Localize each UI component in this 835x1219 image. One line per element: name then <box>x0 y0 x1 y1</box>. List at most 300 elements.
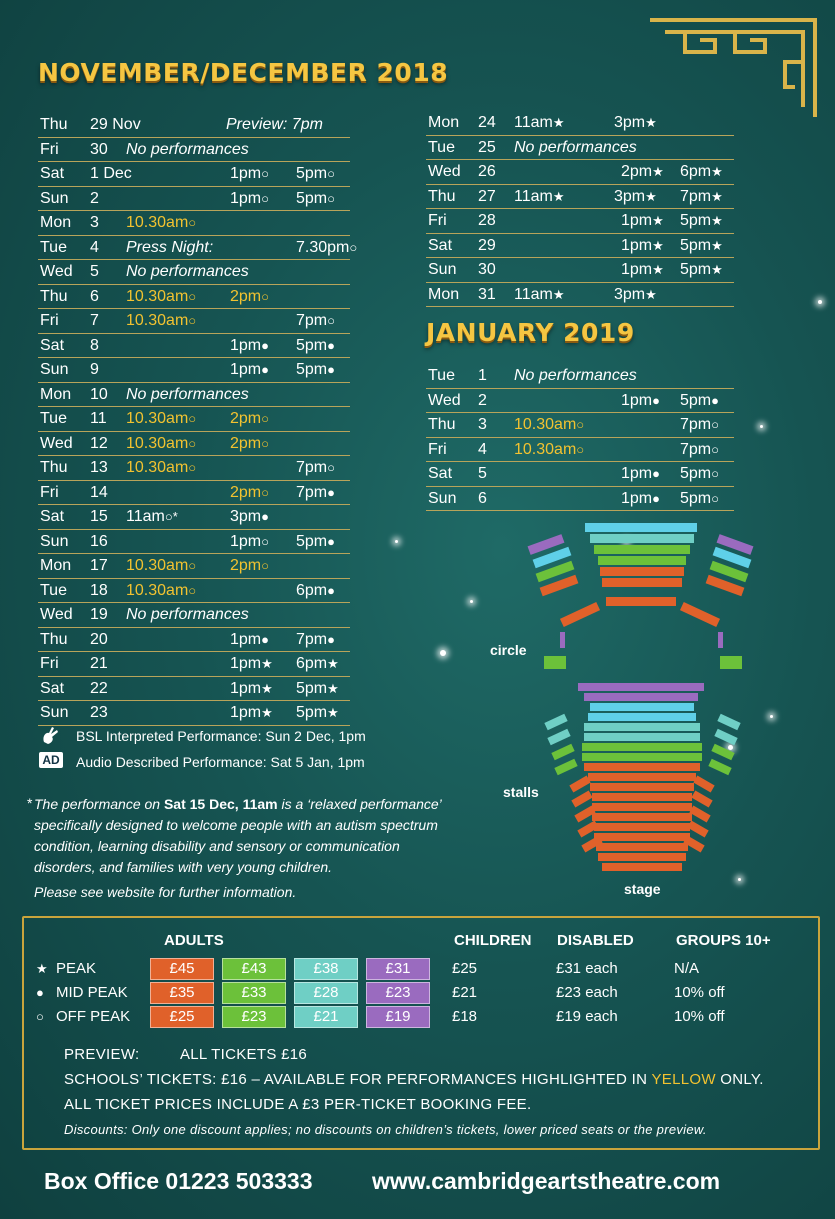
price-marker: ● <box>261 362 269 377</box>
performance-time <box>680 234 723 257</box>
price-marker: ○ <box>711 466 719 481</box>
price-marker: ○ <box>188 435 197 451</box>
price-row <box>24 958 818 980</box>
time-label: 10.30am <box>126 459 189 476</box>
performance-time <box>126 407 196 430</box>
price-marker: ★ <box>327 705 339 720</box>
time-label: 10.30am <box>514 440 577 458</box>
time-label: 5pm <box>296 336 328 354</box>
price-marker: ★ <box>327 680 339 696</box>
schedule-row <box>426 258 734 283</box>
day-label: Mon <box>428 285 460 303</box>
price-marker: ● <box>327 533 335 549</box>
performance-time <box>621 462 660 485</box>
price-band-label: OFF PEAK <box>56 1008 131 1025</box>
performance-time <box>126 285 196 308</box>
price-marker: ★ <box>261 705 273 720</box>
performance-time <box>230 162 269 185</box>
time-label: 3pm <box>614 114 646 131</box>
price-marker: ○ <box>261 558 269 573</box>
price-marker: ○ <box>327 313 335 328</box>
time-label: 2pm <box>230 410 262 427</box>
sparkle <box>818 300 822 304</box>
adults-header: ADULTS <box>164 932 224 949</box>
price-marker: ○ <box>188 558 197 573</box>
adult-price: £43 <box>222 958 286 980</box>
disabled-price: £31 each <box>556 960 618 977</box>
schools-only: ONLY. <box>715 1071 764 1088</box>
day-label: Wed <box>428 163 461 180</box>
performance-time <box>680 258 723 281</box>
performance-time <box>296 481 335 504</box>
time-label: 7pm <box>680 440 712 458</box>
day-label: Thu <box>40 287 68 305</box>
booking-fee-line: ALL TICKET PRICES INCLUDE A £3 PER-TICKET BOOKING FEE. <box>64 1096 532 1113</box>
performance-time <box>514 438 584 461</box>
time-label: 7.30pm <box>296 238 350 256</box>
schedule-row <box>426 136 734 161</box>
price-row <box>24 1006 818 1028</box>
time-label: 10.30am <box>126 434 189 452</box>
adult-price: £23 <box>366 982 430 1004</box>
price-marker: ○ <box>576 417 585 432</box>
time-label: 1pm <box>230 361 262 378</box>
performance-time <box>230 358 269 381</box>
price-marker: ○ <box>261 411 269 426</box>
performance-note: No performances <box>126 263 249 280</box>
day-label: Sat <box>428 236 453 254</box>
children-header: CHILDREN <box>454 932 532 949</box>
seat-block <box>551 744 574 761</box>
day-label: Sun <box>40 532 69 550</box>
seat-block <box>596 843 688 851</box>
performance-time <box>514 111 565 134</box>
time-label: 11am <box>126 508 165 525</box>
schedule-row <box>426 185 734 210</box>
time-label: 5pm <box>296 704 328 721</box>
schedule-row <box>38 677 350 702</box>
adult-price: £21 <box>294 1006 358 1028</box>
price-marker: ★ <box>711 188 723 204</box>
performance-time <box>296 530 335 553</box>
performance-time <box>621 389 660 412</box>
adult-price: £33 <box>222 982 286 1004</box>
groups-price: N/A <box>674 960 700 977</box>
performance-time <box>296 309 335 332</box>
price-marker: ○ <box>36 1009 44 1024</box>
performance-note: Press Night: <box>126 238 214 256</box>
time-label: 3pm <box>614 187 646 205</box>
price-marker: ★ <box>652 262 664 277</box>
schedule-late-dec <box>426 111 734 307</box>
day-label: Thu <box>40 116 68 133</box>
performance-time <box>680 389 719 412</box>
schedule-row <box>38 162 350 187</box>
day-label: Mon <box>40 214 72 231</box>
price-marker: ● <box>327 484 335 500</box>
seat-block <box>584 693 698 701</box>
date-label: 25 <box>478 138 496 156</box>
price-marker: ★ <box>652 213 664 228</box>
footnote-more: Please see website for further information. <box>34 884 297 900</box>
disabled-header: DISABLED <box>557 932 634 949</box>
time-label: 2pm <box>621 163 653 180</box>
price-marker: ○ <box>261 533 269 549</box>
seat-block <box>578 683 704 691</box>
seat-block <box>560 602 600 627</box>
performance-time <box>614 111 657 134</box>
date-label: 7 <box>90 312 99 329</box>
performance-time <box>680 413 719 436</box>
schedule-row <box>38 138 350 163</box>
sparkle <box>440 650 446 656</box>
date-label: 30 <box>90 140 108 158</box>
day-label: Sun <box>40 189 69 207</box>
date-label: 10 <box>90 385 108 403</box>
day-label: Sat <box>40 679 65 697</box>
price-marker: ● <box>261 509 269 524</box>
schedule-row <box>426 413 734 438</box>
date-label: 23 <box>90 704 108 721</box>
day-label: Fri <box>40 140 59 158</box>
seat-block <box>594 833 690 841</box>
disabled-price: £23 each <box>556 984 618 1001</box>
performance-time <box>230 407 269 430</box>
time-label: 1pm <box>621 391 653 409</box>
performance-time <box>230 505 269 528</box>
price-marker: ● <box>261 631 269 647</box>
price-marker: ★ <box>652 237 664 253</box>
performance-time <box>296 652 339 675</box>
seat-block <box>592 813 692 821</box>
adult-price: £38 <box>294 958 358 980</box>
schedule-row <box>38 554 350 579</box>
price-marker: ○ <box>327 460 335 475</box>
time-label: 5pm <box>680 236 712 254</box>
performance-time <box>230 652 273 675</box>
day-label: Sat <box>40 336 65 354</box>
footnote-text-pre: The performance on <box>34 796 164 812</box>
seat-block <box>602 863 682 871</box>
time-label: 5pm <box>680 261 712 278</box>
price-marker: ○ <box>261 435 269 451</box>
day-label: Sun <box>428 489 457 507</box>
day-label: Wed <box>40 606 73 623</box>
date-label: 14 <box>90 483 108 501</box>
price-marker: ○ <box>711 441 719 457</box>
date-label: 2 <box>478 391 487 409</box>
price-marker: ○ <box>261 484 269 500</box>
price-marker: ★ <box>711 262 723 277</box>
price-marker: ● <box>652 392 660 408</box>
circle-label: circle <box>490 642 527 658</box>
schedule-row <box>38 383 350 408</box>
performance-time <box>296 187 335 210</box>
schools-yellow: YELLOW <box>651 1071 716 1088</box>
date-label: 16 <box>90 532 108 550</box>
day-label: Thu <box>40 630 68 648</box>
seat-block <box>547 729 570 746</box>
price-marker: ○ <box>188 411 197 426</box>
day-label: Sun <box>428 261 457 278</box>
schedule-row <box>426 160 734 185</box>
adult-price: £31 <box>366 958 430 980</box>
performance-note: No performances <box>126 385 249 403</box>
schedule-row <box>38 530 350 555</box>
sparkle <box>770 715 773 718</box>
seat-block <box>584 763 700 771</box>
schedule-nov-dec <box>38 113 358 726</box>
seat-block <box>590 534 694 543</box>
performance-time <box>126 211 196 234</box>
schedule-jan <box>426 364 734 511</box>
price-marker: ● <box>327 362 335 377</box>
performance-time <box>296 701 339 724</box>
time-label: 10.30am <box>126 581 189 599</box>
time-label: 1pm <box>230 630 262 648</box>
schedule-row <box>38 652 350 677</box>
box-office: Box Office 01223 503333 <box>44 1168 313 1194</box>
performance-note: No performances <box>126 606 249 623</box>
schedule-row <box>38 358 350 383</box>
disabled-price: £19 each <box>556 1008 618 1025</box>
footnote-marker: * <box>27 795 33 811</box>
performance-time <box>621 160 664 183</box>
performance-time <box>296 456 335 479</box>
performance-time <box>296 334 335 357</box>
time-label: 1pm <box>621 236 653 254</box>
price-marker: ○ <box>261 166 269 181</box>
children-price: £25 <box>452 960 478 977</box>
time-label: 1pm <box>230 165 262 182</box>
date-label: 29 <box>478 236 496 254</box>
day-label: Mon <box>40 385 72 403</box>
performance-time <box>680 462 719 485</box>
performance-time <box>514 283 565 306</box>
time-label: 7pm <box>296 630 328 648</box>
performance-time <box>514 413 584 436</box>
time-label: 10.30am <box>126 214 189 231</box>
price-marker: ★ <box>552 188 565 204</box>
schedule-row <box>38 211 350 236</box>
time-label: 5pm <box>296 189 328 207</box>
seat-block <box>718 632 723 648</box>
bsl-note: BSL Interpreted Performance: Sun 2 Dec, 1pm <box>76 728 366 744</box>
price-marker: ● <box>327 337 335 353</box>
price-marker: ● <box>652 466 660 481</box>
price-marker: ○ <box>188 460 197 475</box>
price-marker: ● <box>36 985 44 1000</box>
price-marker: ★ <box>36 961 48 976</box>
time-label: 5pm <box>296 361 328 378</box>
performance-time <box>230 481 269 504</box>
price-marker: ★ <box>645 286 657 302</box>
seat-block <box>606 597 676 606</box>
day-label: Fri <box>40 655 59 672</box>
price-marker: ★ <box>645 115 657 130</box>
performance-time <box>230 432 269 455</box>
seat-block <box>582 753 702 761</box>
date-label: 18 <box>90 581 108 599</box>
date-label: 17 <box>90 557 108 574</box>
price-marker: ○ <box>188 215 197 230</box>
time-label: 10.30am <box>126 557 189 574</box>
schedule-row <box>38 113 350 138</box>
date-label: 4 <box>478 440 487 458</box>
time-label: 1pm <box>621 465 653 482</box>
price-marker: ★ <box>261 656 273 671</box>
schools-line <box>64 1071 764 1088</box>
time-label: 5pm <box>296 532 328 550</box>
seat-block <box>717 714 740 731</box>
performance-time <box>514 185 565 208</box>
ad-note: Audio Described Performance: Sat 5 Jan, 1pm <box>76 754 365 770</box>
schedule-row <box>38 309 350 334</box>
date-label: 1 Dec <box>90 165 132 182</box>
seat-block <box>720 656 742 669</box>
schedule-row <box>426 364 734 389</box>
time-label: 1pm <box>230 532 262 550</box>
price-marker: ○ <box>349 239 358 255</box>
day-label: Tue <box>428 367 455 384</box>
time-label: 6pm <box>680 163 712 180</box>
date-label: 29 Nov <box>90 116 141 133</box>
day-label: Wed <box>40 434 73 452</box>
price-marker: ● <box>327 582 335 598</box>
performance-time <box>296 162 335 185</box>
schedule-row <box>426 234 734 259</box>
performance-note: No performances <box>514 367 637 384</box>
time-label: 5pm <box>296 679 328 697</box>
time-label: 10.30am <box>126 410 189 427</box>
website-link[interactable]: www.cambridgeartstheatre.com <box>372 1168 721 1194</box>
performance-time <box>230 701 273 724</box>
seat-block <box>584 723 700 731</box>
day-label: Sun <box>40 704 69 721</box>
date-label: 5 <box>90 263 99 280</box>
footnote-text-bold: Sat 15 Dec, 11am <box>163 796 278 812</box>
price-marker: ○ <box>327 166 335 181</box>
performance-time <box>126 554 196 577</box>
adult-price: £35 <box>150 982 214 1004</box>
performance-time <box>680 438 719 461</box>
price-marker: ○ <box>188 288 197 304</box>
time-label: 2pm <box>230 287 262 305</box>
price-marker: ○* <box>164 509 178 524</box>
schedule-row <box>38 701 350 726</box>
time-label: 11am <box>514 285 553 303</box>
date-label: 2 <box>90 189 99 207</box>
time-label: 2pm <box>230 434 262 452</box>
time-label: 3pm <box>614 285 646 303</box>
performance-time <box>680 209 723 232</box>
date-label: 30 <box>478 261 496 278</box>
performance-time <box>621 234 664 257</box>
day-label: Wed <box>40 263 73 280</box>
seat-block <box>571 791 592 808</box>
day-label: Tue <box>40 410 67 427</box>
time-label: 6pm <box>296 655 328 672</box>
jan-title: JANUARY 2019 <box>426 318 635 347</box>
price-marker: ★ <box>652 164 664 179</box>
price-marker: ★ <box>645 188 657 204</box>
performance-time <box>126 309 196 332</box>
day-label: Sat <box>40 508 65 525</box>
seat-block <box>554 759 577 776</box>
date-label: 12 <box>90 434 108 452</box>
price-marker: ● <box>327 631 335 647</box>
seat-block <box>714 729 737 746</box>
performance-time <box>296 677 339 700</box>
sparkle <box>738 878 741 881</box>
performance-time <box>614 283 657 306</box>
day-label: Sat <box>428 465 453 482</box>
day-label: Sun <box>40 361 69 378</box>
seat-block <box>598 853 686 861</box>
performance-time <box>621 258 664 281</box>
corner-ornament-icon <box>645 12 825 122</box>
time-label: 3pm <box>230 508 262 525</box>
preview-line <box>64 1046 307 1063</box>
date-label: 8 <box>90 336 99 354</box>
date-label: 15 <box>90 508 108 525</box>
price-marker: ○ <box>261 288 269 304</box>
children-price: £21 <box>452 984 478 1001</box>
performance-time <box>126 505 178 528</box>
time-label: 7pm <box>296 312 328 329</box>
schedule-row <box>426 487 734 512</box>
price-marker: ○ <box>711 490 719 506</box>
performance-time <box>296 358 335 381</box>
performance-note: No performances <box>514 138 637 156</box>
seat-block <box>588 713 696 721</box>
footnote-text-post: is a ‘relaxed performance’ specifically designed to welcome people with an autism spectrum condition, learning disability and sensory or communication disorders, and families with very young children. <box>34 796 442 875</box>
schedule-row <box>38 505 350 530</box>
audio-described-badge: AD <box>39 752 63 768</box>
performance-time <box>296 628 335 651</box>
date-label: 19 <box>90 606 108 623</box>
preview-note: Preview: 7pm <box>226 116 323 133</box>
day-label: Thu <box>428 416 456 433</box>
schedule-row <box>38 187 350 212</box>
children-price: £18 <box>452 1008 478 1025</box>
time-label: 1pm <box>621 212 653 229</box>
price-marker: ● <box>261 337 269 353</box>
price-marker: ○ <box>261 190 269 206</box>
day-label: Thu <box>40 459 68 476</box>
time-label: 1pm <box>230 704 262 721</box>
day-label: Sat <box>40 165 65 182</box>
sparkle <box>395 540 398 543</box>
seat-block <box>544 714 567 731</box>
performance-time <box>230 285 269 308</box>
seat-block <box>594 545 690 554</box>
day-label: Tue <box>40 581 67 599</box>
schedule-row <box>426 462 734 487</box>
price-marker: ★ <box>552 286 565 302</box>
performance-time <box>680 487 719 510</box>
day-label: Fri <box>428 212 447 229</box>
sparkle <box>760 425 763 428</box>
schools-text: SCHOOLS’ TICKETS: £16 – AVAILABLE FOR PERFORMANCES HIGHLIGHTED IN <box>64 1071 652 1088</box>
price-marker: ● <box>652 490 660 506</box>
sparkle <box>728 745 733 750</box>
day-label: Mon <box>428 114 460 131</box>
time-label: 7pm <box>296 483 328 501</box>
price-marker: ○ <box>576 441 585 457</box>
seat-block <box>584 733 700 741</box>
seat-block <box>600 567 684 576</box>
